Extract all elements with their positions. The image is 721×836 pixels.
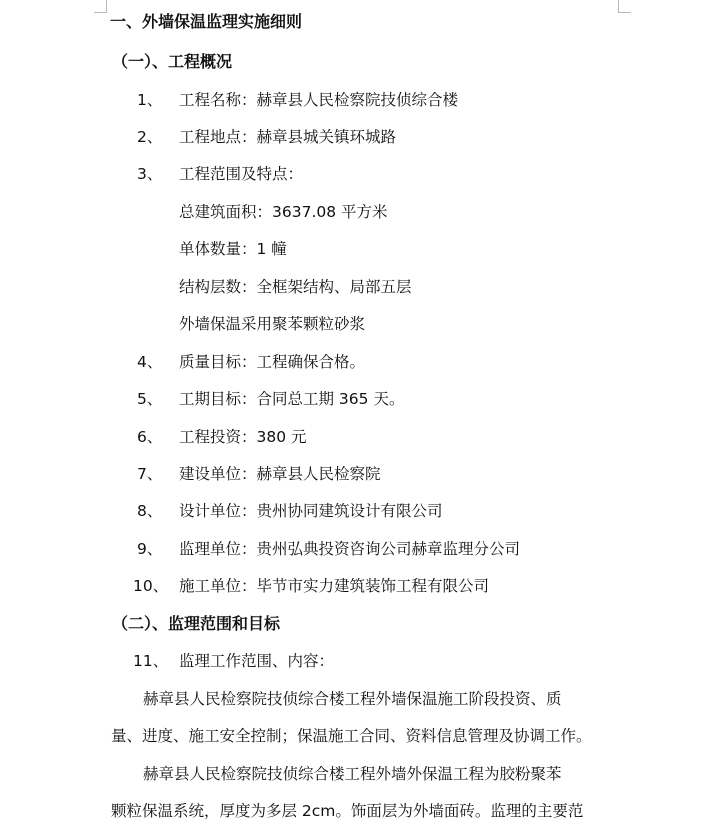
sub-item-text: 外墙保温采用聚苯颗粒砂浆 bbox=[179, 315, 366, 333]
item-number: 10、 bbox=[133, 577, 169, 595]
item-text: 设计单位：贵州协同建筑设计有限公司 bbox=[179, 502, 443, 520]
paragraph-line: 赫章县人民检察院技侦综合楼工程外墙保温施工阶段投资、质 bbox=[143, 690, 562, 708]
item-text: 工程地点：赫章县城关镇环城路 bbox=[179, 128, 397, 146]
sub-item-text: 单体数量：1 幢 bbox=[179, 240, 287, 258]
item-text: 工程范围及特点： bbox=[179, 165, 304, 183]
item-text: 工程名称：赫章县人民检察院技侦综合楼 bbox=[179, 91, 459, 109]
item-number: 7、 bbox=[137, 465, 163, 483]
main-heading: 一、外墙保温监理实施细则 bbox=[110, 12, 303, 31]
section-1-title: （一）、工程概况 bbox=[112, 52, 233, 71]
sub-item-text: 结构层数：全框架结构、局部五层 bbox=[179, 278, 412, 296]
paragraph-line: 颗粒保温系统，厚度为多层 2cm。饰面层为外墙面砖。监理的主要范 bbox=[111, 802, 584, 820]
item-number: 11、 bbox=[133, 652, 169, 670]
item-text: 建设单位：赫章县人民检察院 bbox=[179, 465, 381, 483]
item-number: 4、 bbox=[137, 353, 163, 371]
item-number: 6、 bbox=[137, 428, 163, 446]
page-corner-mark-right bbox=[618, 0, 631, 13]
item-text: 工期目标：合同总工期 365 天。 bbox=[179, 390, 405, 408]
item-number: 9、 bbox=[137, 540, 163, 558]
item-number: 8、 bbox=[137, 502, 163, 520]
page-corner-mark-left bbox=[94, 0, 107, 13]
item-number: 5、 bbox=[137, 390, 163, 408]
item-number: 1、 bbox=[137, 91, 163, 109]
item-text: 质量目标：工程确保合格。 bbox=[179, 353, 366, 371]
section-2-title: （二）、监理范围和目标 bbox=[112, 614, 281, 633]
item-number: 2、 bbox=[137, 128, 163, 146]
item-text: 工程投资：380 元 bbox=[179, 428, 307, 446]
sub-item-text: 总建筑面积：3637.08 平方米 bbox=[179, 203, 388, 221]
paragraph-line: 量、进度、施工安全控制；保温施工合同、资料信息管理及协调工作。 bbox=[111, 727, 592, 745]
item-text: 监理工作范围、内容： bbox=[179, 652, 335, 670]
paragraph-line: 赫章县人民检察院技侦综合楼工程外墙外保温工程为胶粉聚苯 bbox=[143, 765, 562, 783]
item-number: 3、 bbox=[137, 165, 163, 183]
item-text: 监理单位：贵州弘典投资咨询公司赫章监理分公司 bbox=[179, 540, 521, 558]
item-text: 施工单位：毕节市实力建筑装饰工程有限公司 bbox=[179, 577, 490, 595]
